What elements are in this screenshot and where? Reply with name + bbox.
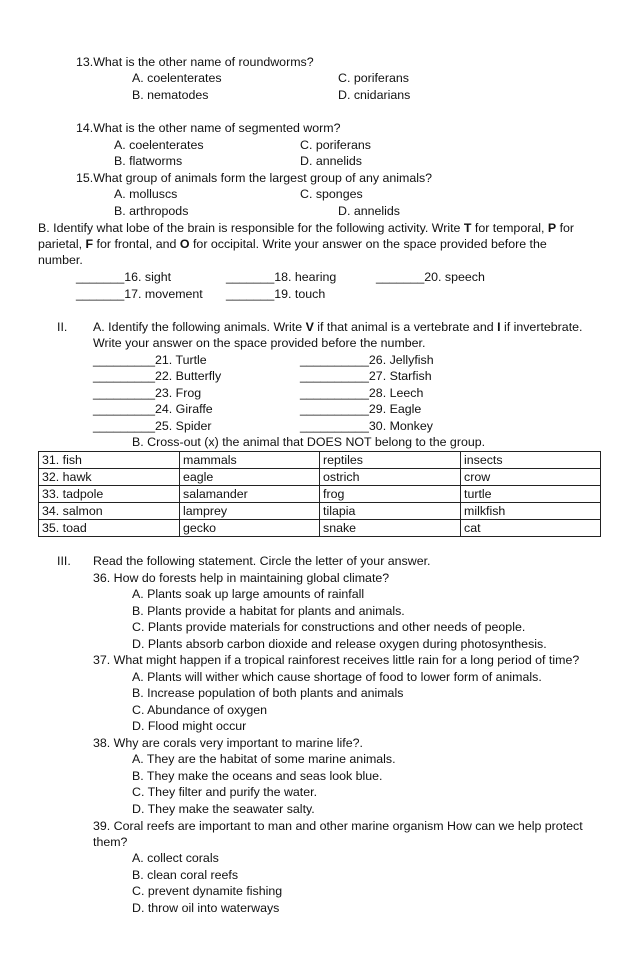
q38-choice-a: A. They are the habitat of some marine animals. [132, 752, 396, 766]
table-cell: ostrich [320, 469, 461, 486]
table-row [39, 520, 601, 537]
q14-choice-c: C. poriferans [300, 138, 371, 152]
brain-item-16: _______16. sight [76, 270, 172, 284]
q13-choice-a: A. coelenterates [132, 71, 222, 85]
table-cell: salamander [180, 486, 320, 503]
question-38: 38. Why are corals very important to marine life?. [93, 736, 363, 750]
table-row [39, 503, 601, 520]
cross-out-table [38, 451, 601, 537]
q38-choice-d: D. They make the seawater salty. [132, 802, 315, 816]
table-cell: lamprey [180, 503, 320, 520]
brain-item-20: _______20. speech [376, 270, 485, 284]
table-cell: 33. tadpole [39, 486, 180, 503]
animal-item-25: _________25. Spider [93, 419, 212, 433]
animal-item-24: _________24. Giraffe [93, 402, 213, 416]
brain-instruction-line-1: B. Identify what lobe of the brain is responsible for the following activity. Write T for temporal, P for [38, 221, 575, 235]
animal-item-26: __________26. Jellyfish [300, 353, 434, 367]
q37-choice-a: A. Plants will wither which cause shortage of food to lower form of animals. [132, 670, 542, 684]
section-2-instruction-line-2: Write your answer on the space provided before the number. [93, 336, 426, 350]
q13-choice-d: D. cnidarians [338, 88, 411, 102]
brain-instruction-line-3: number. [38, 253, 83, 267]
table-cell: gecko [180, 520, 320, 537]
q37-choice-b: B. Increase population of both plants and animals [132, 686, 404, 700]
animal-item-27: __________27. Starfish [300, 369, 432, 383]
brain-item-17: _______17. movement [76, 287, 203, 301]
q39-choice-a: A. collect corals [132, 851, 219, 865]
brain-item-18: _______18. hearing [226, 270, 337, 284]
q14-choice-b: B. flatworms [114, 154, 183, 168]
animal-item-29: __________29. Eagle [300, 402, 422, 416]
question-13: 13.What is the other name of roundworms? [76, 55, 314, 69]
question-14: 14.What is the other name of segmented worm? [76, 121, 341, 135]
animal-item-22: _________22. Butterfly [93, 369, 222, 383]
question-39-line-2: them? [93, 835, 128, 849]
question-15: 15.What group of animals form the largest group of any animals? [76, 171, 433, 185]
table-row [39, 452, 601, 469]
table-row [39, 469, 601, 486]
table-cell: crow [461, 469, 601, 486]
table-cell: tilapia [320, 503, 461, 520]
table-cell: insects [461, 452, 601, 469]
animal-item-30: __________30. Monkey [300, 419, 433, 433]
table-cell: frog [320, 486, 461, 503]
q15-choice-d: D. annelids [338, 204, 400, 218]
brain-instruction-line-2: parietal, F for frontal, and O for occipital. Write your answer on the space provided before the [38, 237, 547, 251]
table-cell: eagle [180, 469, 320, 486]
q37-choice-d: D. Flood might occur [132, 719, 247, 733]
q15-choice-b: B. arthropods [114, 204, 189, 218]
table-cell: cat [461, 520, 601, 537]
q36-choice-c: C. Plants provide materials for constructions and other needs of people. [132, 620, 526, 634]
table-cell: milkfish [461, 503, 601, 520]
section-3-instruction: Read the following statement. Circle the letter of your answer. [93, 554, 431, 568]
section-2-numeral: II. [57, 320, 68, 334]
q37-choice-c: C. Abundance of oxygen [132, 703, 268, 717]
section-3-numeral: III. [57, 554, 71, 568]
question-39-line-1: 39. Coral reefs are important to man and other marine organism How can we help protect [93, 819, 583, 833]
animal-item-21: _________21. Turtle [93, 353, 207, 367]
table-row [39, 486, 601, 503]
table-cell: reptiles [320, 452, 461, 469]
table-cell: snake [320, 520, 461, 537]
q14-choice-d: D. annelids [300, 154, 362, 168]
brain-item-19: _______19. touch [226, 287, 326, 301]
q15-choice-c: C. sponges [300, 187, 363, 201]
table-cell: turtle [461, 486, 601, 503]
q39-choice-c: C. prevent dynamite fishing [132, 884, 283, 898]
q39-choice-d: D. throw oil into waterways [132, 901, 280, 915]
q14-choice-a: A. coelenterates [114, 138, 204, 152]
table-cell: 34. salmon [39, 503, 180, 520]
table-cell: 31. fish [39, 452, 180, 469]
q39-choice-b: B. clean coral reefs [132, 868, 239, 882]
q38-choice-b: B. They make the oceans and seas look blue. [132, 769, 383, 783]
section-2-instruction-line-1: A. Identify the following animals. Write V if that animal is a vertebrate and I if invertebrate. [93, 320, 583, 334]
table-cell: mammals [180, 452, 320, 469]
q36-choice-a: A. Plants soak up large amounts of rainfall [132, 587, 365, 601]
q13-choice-b: B. nematodes [132, 88, 209, 102]
q38-choice-c: C. They filter and purify the water. [132, 785, 318, 799]
animal-item-28: __________28. Leech [300, 386, 424, 400]
question-36: 36. How do forests help in maintaining global climate? [93, 571, 390, 585]
animal-item-23: _________23. Frog [93, 386, 202, 400]
table-cell: 32. hawk [39, 469, 180, 486]
q36-choice-b: B. Plants provide a habitat for plants and animals. [132, 604, 405, 618]
q13-choice-c: C. poriferans [338, 71, 409, 85]
q36-choice-d: D. Plants absorb carbon dioxide and release oxygen during photosynthesis. [132, 637, 547, 651]
question-37: 37. What might happen if a tropical rainforest receives little rain for a long period of time? [93, 653, 580, 667]
q15-choice-a: A. molluscs [114, 187, 178, 201]
cross-out-instruction: B. Cross-out (x) the animal that DOES NOT belong to the group. [132, 435, 486, 449]
table-cell: 35. toad [39, 520, 180, 537]
